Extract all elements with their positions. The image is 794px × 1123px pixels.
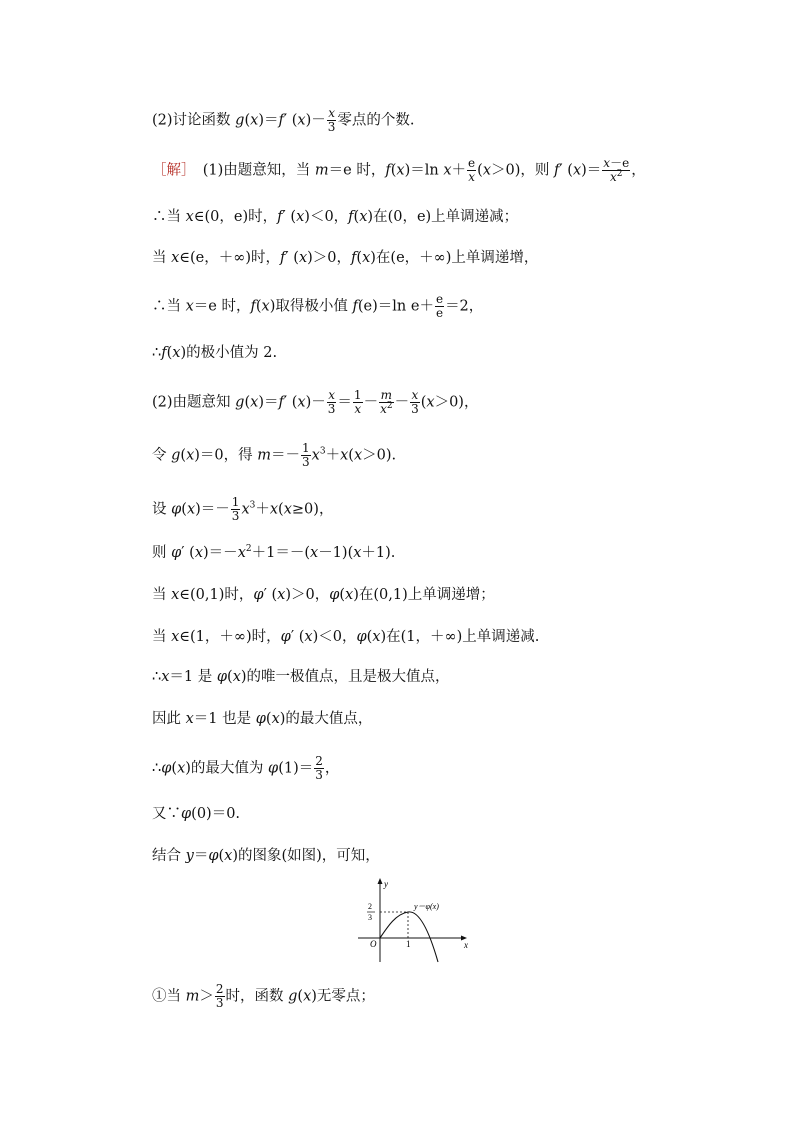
line-15: ∴φ(x)的最大值为 φ(1)＝ $\frac{2}{3}$ ， (152, 754, 340, 782)
curve-label: y＝φ(x) (414, 902, 439, 911)
line-7: (2)由题意知 g(x)＝f′ (x)－ $\frac{x}{3}$ ＝ $\frac{1}{x}$ － $\frac{m}{x^2}$ － $\frac{x}{3}$ (x＞0)， (152, 388, 479, 416)
line-18: ①当 m＞ $\frac{2}{3}$ 时，函数 g(x)无零点； (152, 982, 375, 1010)
tick-label-1: 1 (406, 939, 411, 949)
tick-label-2-over-3-num: 2 (368, 902, 372, 911)
line-6: ∴f(x)的极小值为 2. (152, 345, 278, 361)
line-13: ∴x＝1 是 φ(x)的唯一极值点，且是极大值点， (152, 669, 450, 685)
line-16: 又∵φ(0)＝0. (152, 806, 241, 822)
line-8: 令 g(x)＝0，得 m＝－ $\frac{1}{3}$ $x^3+x(x>0)$. (152, 441, 397, 469)
solution-tag: ［解］ (152, 162, 189, 179)
origin-label: O (370, 939, 377, 949)
tick-label-2-over-3-den: 3 (368, 913, 372, 922)
line-9: 设 φ(x)＝－ $\frac{1}{3}$ $x^3+x(x\ge 0)$， (152, 495, 334, 523)
line-14: 因此 x＝1 也是 φ(x)的最大值点， (152, 711, 373, 727)
line-10: 则 φ′ $(x)=-x^2+1=-(x-1)(x+1)$. (152, 544, 396, 561)
y-axis-arrow (378, 878, 383, 884)
phi-graph (352, 876, 472, 964)
y-axis-label: y (384, 879, 388, 889)
line-1: (2)讨论函数 g(x)＝f′ (x)－ $\frac{x}{3}$ 零点的个数. (152, 106, 415, 134)
line-12: 当 x∈(1，＋∞)时，φ′ (x)＜0，φ(x)在(1，＋∞)上单调递减. (152, 629, 540, 645)
line-5: ∴当 x＝e 时，f(x)取得极小值 f(e)＝ln e＋ $\frac{e}{e}$ ＝2， (152, 292, 484, 320)
line-2: ［解］ (1)由题意知，当 m＝e 时，f(x)＝ln x＋ $\frac{e}{x}$ (x＞0)，则 f′ (x)＝ $\frac{x-e}{x^2}$ ， (152, 156, 646, 184)
line-3: ∴当 x∈(0，e)时，f′ (x)＜0，f(x)在(0，e)上单调递减； (152, 209, 519, 225)
x-axis-label: x (464, 940, 468, 950)
line-4: 当 x∈(e，＋∞)时，f′ (x)＞0，f(x)在(e，＋∞)上单调递增， (152, 250, 539, 266)
line-11: 当 x∈(0,1)时，φ′ (x)＞0，φ(x)在(0,1)上单调递增； (152, 587, 495, 603)
line-17: 结合 y＝φ(x)的图象(如图)，可知， (152, 848, 380, 864)
phi-curve (380, 912, 438, 962)
